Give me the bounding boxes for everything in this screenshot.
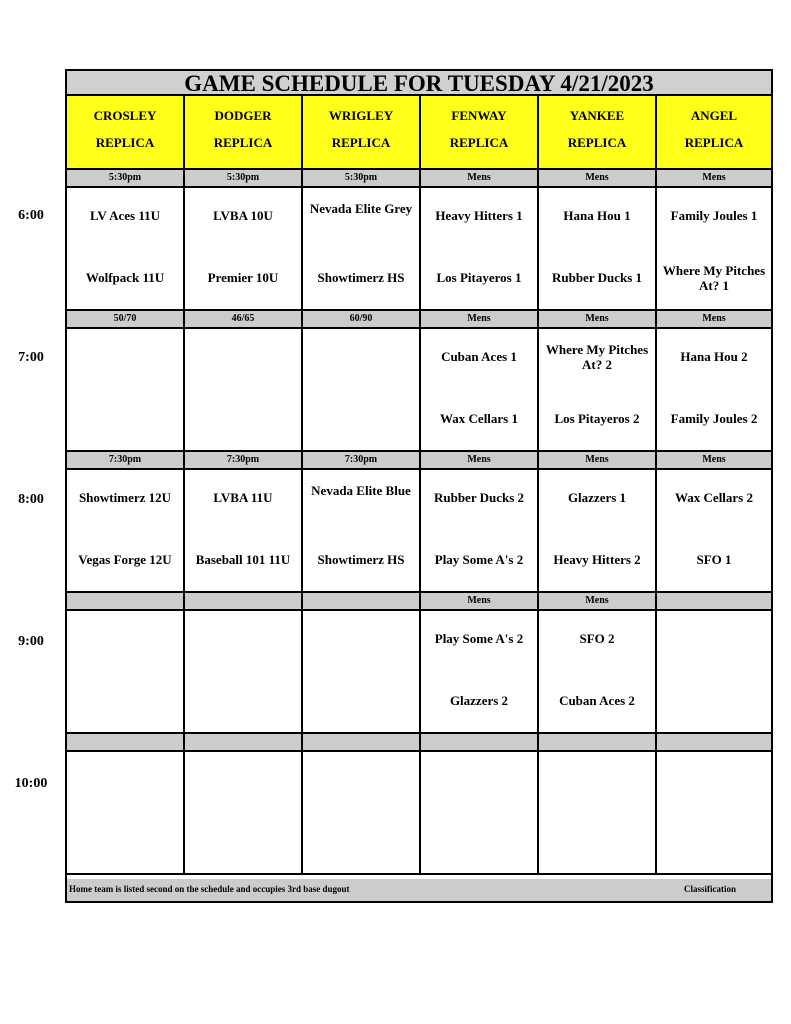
field-header — [421, 96, 539, 170]
game-cell — [185, 188, 303, 311]
field-name: YANKEE — [569, 108, 625, 123]
game-cell — [539, 611, 657, 734]
away-team: Heavy Hitters 1 — [435, 208, 523, 223]
home-team: Los Pitayeros 2 — [554, 411, 640, 426]
home-team: Vegas Forge 12U — [78, 552, 172, 567]
game-cell — [67, 188, 185, 311]
game-cell — [421, 752, 539, 875]
home-team-note: Home team is listed second on the schedule and occupies 3rd base dugout — [69, 884, 350, 894]
field-type: REPLICA — [684, 135, 744, 150]
time-label: 10:00 — [14, 776, 48, 791]
game-cell — [185, 470, 303, 593]
game-cell — [657, 752, 771, 875]
away-team: LV Aces 11U — [89, 208, 161, 223]
classification-cell: 7:30pm — [67, 452, 185, 470]
home-team: Baseball 101 11U — [195, 552, 291, 567]
home-team: Heavy Hitters 2 — [553, 552, 641, 567]
home-team: Rubber Ducks 1 — [551, 270, 643, 285]
game-cell — [657, 188, 771, 311]
game-cell — [539, 752, 657, 875]
home-team: Los Pitayeros 1 — [436, 270, 522, 285]
game-cell — [303, 752, 421, 875]
field-type: REPLICA — [95, 135, 155, 150]
field-type: REPLICA — [213, 135, 273, 150]
game-cell — [185, 611, 303, 734]
game-cell — [539, 188, 657, 311]
field-name: WRIGLEY — [328, 108, 394, 123]
home-team: Showtimerz HS — [317, 552, 405, 567]
game-cell — [67, 752, 185, 875]
field-type: REPLICA — [449, 135, 509, 150]
field-header — [539, 96, 657, 170]
away-team: Where My Pitches At? 2 — [545, 342, 649, 372]
classification-label: Classification — [684, 884, 737, 894]
game-cell — [421, 611, 539, 734]
away-team: Hana Hou 2 — [680, 349, 748, 364]
table-footer — [67, 879, 771, 901]
classification-cell: 50/70 — [67, 311, 185, 329]
home-team: SFO 1 — [696, 552, 732, 567]
away-team: Showtimerz 12U — [78, 490, 172, 505]
classification-cell: Mens — [657, 170, 771, 188]
field-name: FENWAY — [451, 108, 507, 123]
field-header — [657, 96, 771, 170]
classification-cell: Mens — [539, 593, 657, 611]
classification-cell: Mens — [539, 311, 657, 329]
schedule-table — [65, 69, 773, 903]
game-cell — [421, 188, 539, 311]
away-team: LVBA 11U — [213, 490, 273, 505]
away-team: LVBA 10U — [213, 208, 273, 223]
classification-cell: Mens — [539, 170, 657, 188]
game-cell — [303, 470, 421, 593]
classification-cell — [185, 734, 303, 752]
game-cell — [657, 329, 771, 452]
away-team: Hana Hou 1 — [563, 208, 631, 223]
game-cell — [67, 329, 185, 452]
classification-cell: Mens — [421, 170, 539, 188]
classification-cell: 5:30pm — [303, 170, 421, 188]
classification-cell: Mens — [539, 452, 657, 470]
classification-cell — [303, 734, 421, 752]
away-team: Nevada Elite Blue — [311, 483, 411, 498]
game-cell — [67, 611, 185, 734]
field-type: REPLICA — [567, 135, 627, 150]
time-label: 8:00 — [18, 492, 44, 507]
away-team: Play Some A's 2 — [434, 631, 524, 646]
away-team: Nevada Elite Grey — [309, 201, 413, 216]
game-cell — [185, 329, 303, 452]
home-team: Where My Pitches At? 1 — [662, 263, 766, 293]
game-cell — [657, 470, 771, 593]
classification-cell: 5:30pm — [67, 170, 185, 188]
game-cell — [303, 329, 421, 452]
classification-cell: Mens — [421, 311, 539, 329]
classification-cell — [539, 734, 657, 752]
game-cell — [303, 188, 421, 311]
away-team: Glazzers 1 — [567, 490, 627, 505]
classification-cell — [657, 734, 771, 752]
classification-cell: 5:30pm — [185, 170, 303, 188]
classification-cell — [67, 593, 185, 611]
classification-cell: Mens — [421, 593, 539, 611]
home-team: Cuban Aces 2 — [559, 693, 635, 708]
away-team: SFO 2 — [579, 631, 615, 646]
field-header — [67, 96, 185, 170]
away-team: Wax Cellars 2 — [675, 490, 753, 505]
away-team: Cuban Aces 1 — [441, 349, 517, 364]
field-header — [185, 96, 303, 170]
classification-cell: Mens — [421, 452, 539, 470]
classification-cell: Mens — [657, 311, 771, 329]
game-cell — [539, 470, 657, 593]
game-cell — [185, 752, 303, 875]
time-label: 9:00 — [18, 634, 44, 649]
field-name: ANGEL — [690, 108, 738, 123]
home-team: Wolfpack 11U — [85, 270, 165, 285]
game-cell — [303, 611, 421, 734]
classification-cell: 7:30pm — [185, 452, 303, 470]
game-cell — [539, 329, 657, 452]
home-team: Family Joules 2 — [670, 411, 758, 426]
game-cell — [657, 611, 771, 734]
time-label: 7:00 — [18, 350, 44, 365]
field-name: CROSLEY — [93, 108, 157, 123]
schedule-title: GAME SCHEDULE FOR TUESDAY 4/21/2023 — [67, 71, 771, 96]
field-name: DODGER — [214, 108, 272, 123]
home-team: Showtimerz HS — [317, 270, 405, 285]
classification-cell: 60/90 — [303, 311, 421, 329]
classification-cell — [421, 734, 539, 752]
away-team: Rubber Ducks 2 — [433, 490, 525, 505]
home-team: Wax Cellars 1 — [440, 411, 518, 426]
game-cell — [67, 470, 185, 593]
away-team: Family Joules 1 — [670, 208, 758, 223]
game-cell — [421, 470, 539, 593]
time-label: 6:00 — [18, 208, 44, 223]
classification-cell: 46/65 — [185, 311, 303, 329]
classification-cell — [303, 593, 421, 611]
classification-cell — [185, 593, 303, 611]
home-team: Play Some A's 2 — [434, 552, 524, 567]
classification-cell — [657, 593, 771, 611]
home-team: Glazzers 2 — [449, 693, 509, 708]
home-team: Premier 10U — [207, 270, 279, 285]
game-cell — [421, 329, 539, 452]
field-header — [303, 96, 421, 170]
classification-cell — [67, 734, 185, 752]
field-type: REPLICA — [331, 135, 391, 150]
classification-cell: Mens — [657, 452, 771, 470]
classification-cell: 7:30pm — [303, 452, 421, 470]
